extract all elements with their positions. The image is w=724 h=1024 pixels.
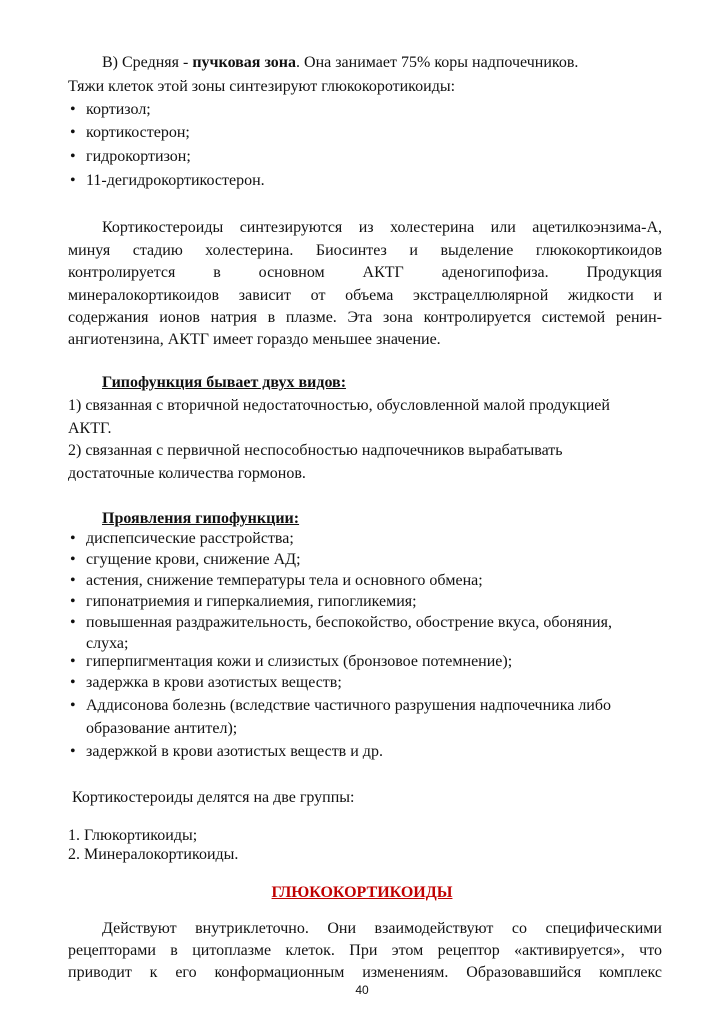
paragraph-line: приводит к его конформационным изменениям. Образовавшийся комплекс: [68, 964, 662, 981]
group-item: 1. Глюкортикоиды;: [68, 827, 198, 844]
bullet-icon: •: [70, 124, 76, 141]
paragraph-line: ангиотензина, АКТГ имеет гораздо меньшее значение.: [68, 331, 441, 348]
list-item-text: гиперпигментация кожи и слизистых (бронзовое потемнение);: [86, 653, 513, 670]
hypofunction-line: 1) связанная с вторичной недостаточностью, обусловленной малой продукцией: [68, 397, 610, 414]
bullet-icon: •: [70, 743, 76, 760]
paragraph-line: содержания ионов натрия в плазме. Эта зона контролируется системой ренин-: [68, 309, 662, 326]
list-item-text: задержка в крови азотистых веществ;: [86, 674, 342, 691]
hypofunction-line: 2) связанная с первичной неспособностью надпочечников вырабатывать: [68, 442, 563, 459]
intro-line-2: Тяжи клеток этой зоны синтезируют глюкокоротикоиды:: [68, 78, 456, 95]
bullet-icon: •: [70, 172, 76, 189]
bullet-icon: •: [70, 674, 76, 691]
bullet-icon: •: [70, 101, 76, 118]
list-item-text: астения, снижение температуры тела и основного обмена;: [86, 572, 483, 589]
bullet-icon: •: [70, 614, 76, 631]
intro-line: [68, 53, 662, 73]
paragraph-line: Кортикостероиды синтезируются из холестерина или ацетилкоэнзима-А,: [102, 219, 662, 236]
list-item-text: Аддисонова болезнь (вследствие частичного разрушения надпочечника либо: [86, 697, 612, 714]
list-item-text: 11-дегидрокортикостерон.: [86, 172, 265, 189]
paragraph-line: Действуют внутриклеточно. Они взаимодействуют со специфическими: [102, 920, 662, 937]
list-item-continuation: слуха;: [86, 635, 129, 652]
page-number: 40: [355, 983, 369, 997]
group-item: 2. Минералокортикоиды.: [68, 846, 239, 863]
manifestations-heading: Проявления гипофункции:: [102, 510, 300, 527]
bullet-icon: •: [70, 551, 76, 568]
hypofunction-heading: Гипофункция бывает двух видов:: [102, 374, 347, 391]
section-title: ГЛЮКОКОРТИКОИДЫ: [271, 884, 453, 901]
bullet-icon: •: [70, 530, 76, 547]
paragraph-line: минуя стадию холестерина. Биосинтез и выделение глюкокортикоидов: [68, 242, 662, 259]
groups-intro: Кортикостероиды делятся на две группы:: [72, 789, 355, 806]
intro-prefix: В) Средняя -: [102, 54, 193, 71]
bullet-icon: •: [70, 593, 76, 610]
list-item-text: повышенная раздражительность, беспокойство, обострение вкуса, обоняния,: [86, 614, 612, 631]
list-item-text: задержкой в крови азотистых веществ и др.: [86, 743, 383, 760]
paragraph-line: рецепторами в цитоплазме клеток. При этом рецептор «активируется», что: [68, 942, 662, 959]
list-item-text: сгущение крови, снижение АД;: [86, 551, 301, 568]
list-item-text: кортикостерон;: [86, 124, 190, 141]
paragraph-line: контролируется в основном АКТГ аденогипофиза. Продукция: [68, 264, 662, 281]
list-item-text: гидрокортизон;: [86, 148, 191, 165]
paragraph-line: минералокортикоидов зависит от объема экстрацеллюлярной жидкости и: [68, 287, 662, 304]
hypofunction-line: достаточные количества гормонов.: [68, 465, 306, 482]
hypofunction-line: АКТГ.: [68, 420, 112, 437]
list-item-text: диспепсические расстройства;: [86, 530, 294, 547]
bullet-icon: •: [70, 572, 76, 589]
list-item-text: гипонатриемия и гиперкалиемия, гипогликемия;: [86, 593, 417, 610]
list-item-text: кортизол;: [86, 101, 151, 118]
bullet-icon: •: [70, 653, 76, 670]
bullet-icon: •: [70, 697, 76, 714]
intro-bold-term: пучковая зона: [192, 54, 297, 71]
bullet-icon: •: [70, 148, 76, 165]
intro-suffix: . Она занимает 75% коры надпочечников.: [296, 54, 579, 71]
list-item-continuation: образование антител);: [86, 720, 238, 737]
